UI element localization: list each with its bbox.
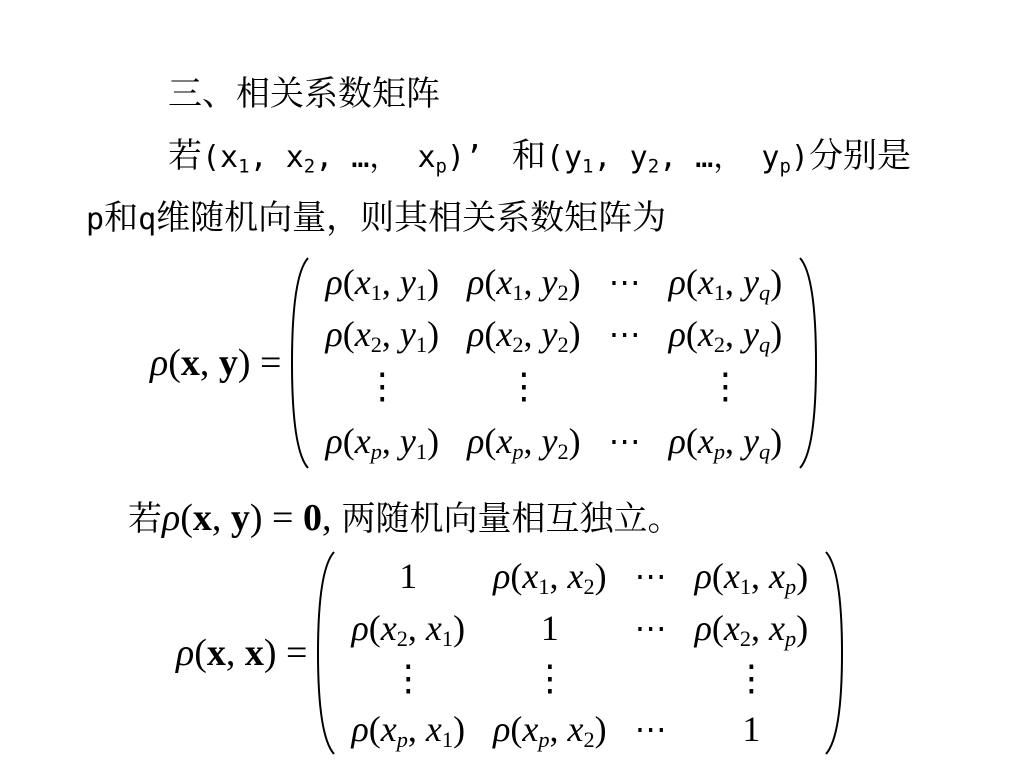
matrix-xx-cell: $\rho(x_1$, $x_p$) (694, 556, 809, 600)
intro-line-1 (168, 136, 911, 178)
matrix-xy-cell: $\rho(x_2$, $y_q$) (668, 314, 783, 358)
matrix-xy-cell: ⋯ (608, 423, 641, 459)
matrix-xx-cell: ⋮ (531, 658, 568, 698)
matrix-xy-lhs: ρ(x, y) = (150, 342, 282, 384)
intro-line-2 (86, 198, 666, 240)
matrix-xy-cell: $\rho(x_2$, $y_2$) (467, 314, 581, 358)
matrix-xy-cell: $\rho(x_1$, $y_2$) (467, 262, 581, 306)
matrix-xy-cell: $\rho(x_p$, $y_2$) (467, 421, 581, 465)
intro-and-2: 和 (104, 198, 139, 238)
matrix-xx-cell: ⋯ (634, 711, 667, 747)
matrix-xx-cell: ⋮ (733, 658, 770, 698)
correlation-matrix-xx (176, 550, 844, 756)
left-paren-icon (316, 550, 336, 756)
matrix-xx-cell: $\rho(x_p$, $x_1$) (351, 709, 466, 753)
matrix-xx-cell: $\rho(x_2$, $x_p$) (694, 608, 809, 652)
matrix-xy-cell: ⋮ (707, 366, 744, 406)
matrix-xx-cell: $\rho(x_1$, $x_2$) (493, 556, 607, 600)
intro-suffix: 分别是 (808, 136, 911, 176)
matrix-xy-cell: ⋯ (608, 316, 641, 352)
matrix-xx-cell: 1 (399, 556, 418, 596)
matrix-xx-cell: $\rho(x_2$, $x_1$) (351, 608, 466, 652)
matrix-xy-cell: $\rho(x_p$, $y_q$) (668, 421, 783, 465)
matrix-xy-cell (595, 360, 655, 412)
intro-rest: 维随机向量，则其相关系数矩阵为 (156, 198, 667, 238)
matrix-xy-cell: $\rho(x_p$, $y_1$) (325, 421, 440, 465)
matrix-xy-body (290, 256, 819, 470)
statement-formula: ρ(x, y) = 0, (162, 497, 332, 539)
matrix-xx-body (316, 550, 845, 756)
correlation-matrix-xy (150, 256, 818, 470)
right-paren-icon (824, 550, 844, 756)
matrix-xy-cell: ⋮ (364, 366, 401, 406)
matrix-xx-cell: 1 (540, 608, 559, 648)
matrix-xy-cell: $\rho(x_1$, $y_q$) (668, 262, 783, 306)
y-vector: ($y_1$, $y_2$, …， $y_p$) (545, 140, 809, 178)
independence-statement (128, 498, 682, 539)
matrix-xx-cell: 1 (742, 709, 761, 749)
intro-prefix: 若 (168, 136, 202, 176)
matrix-xx-cell: ⋮ (390, 658, 427, 698)
p-dim: p (86, 202, 105, 237)
matrix-xy-cell: ⋯ (608, 264, 641, 300)
matrix-xy-cell: $\rho(x_2$, $y_1$) (325, 314, 440, 358)
statement-suffix: 两随机向量相互独立。 (341, 499, 682, 539)
section-heading: 三、相关系数矩阵 (168, 74, 440, 114)
matrix-xy-cell: $\rho(x_1$, $y_1$) (325, 262, 440, 306)
left-paren-icon (290, 256, 310, 470)
x-vector: ($x_1$, $x_2$, …， $x_p$)’ (202, 140, 484, 178)
q-dim: q (138, 202, 157, 237)
matrix-xx-cell (621, 654, 681, 702)
intro-and: 和 (511, 136, 546, 176)
statement-prefix: 若 (128, 499, 162, 539)
right-paren-icon (798, 256, 818, 470)
matrix-xy-cell: ⋮ (505, 366, 542, 406)
matrix-xx-cell: ⋯ (634, 610, 667, 646)
matrix-xx-lhs: ρ(x, x) = (176, 632, 308, 674)
matrix-xx-cell: $\rho(x_p$, $x_2$) (493, 709, 607, 753)
matrix-xx-cell: ⋯ (634, 558, 667, 594)
